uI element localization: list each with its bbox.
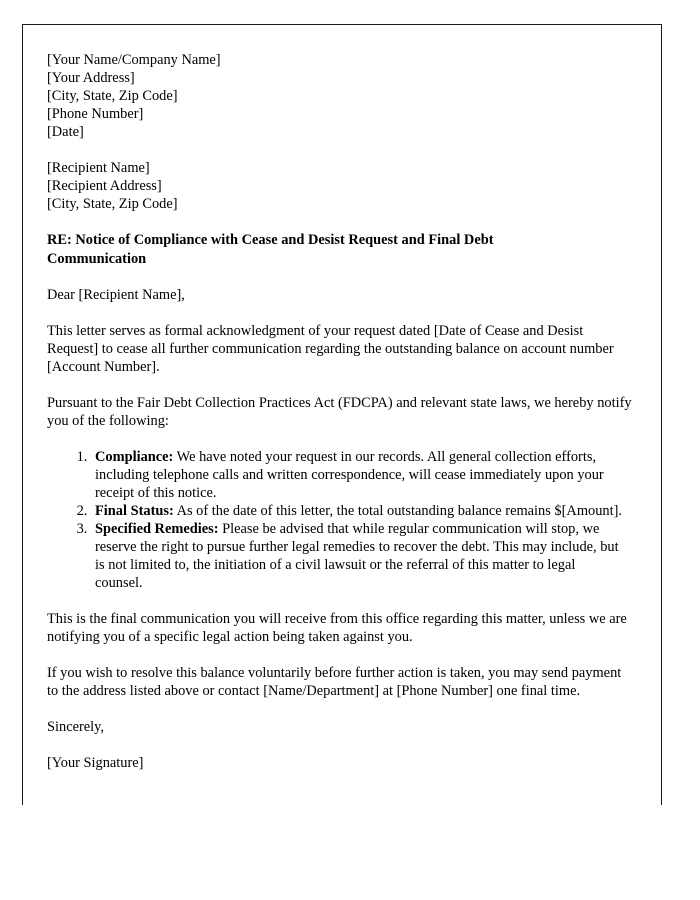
sender-address-line: [Your Address]	[47, 70, 135, 86]
recipient-address-line: [Recipient Address]	[47, 178, 162, 194]
list-item	[91, 448, 623, 502]
sender-address-block	[47, 51, 635, 141]
recipient-city-state-zip-line: [City, State, Zip Code]	[47, 196, 178, 212]
signature-placeholder: [Your Signature]	[47, 755, 144, 771]
letter-body	[47, 51, 635, 772]
recipient-address-block	[47, 159, 635, 213]
recipient-name-line: [Recipient Name]	[47, 160, 150, 176]
subject-line: RE: Notice of Compliance with Cease and Desist Request and Final Debt Communication	[47, 232, 494, 267]
paragraph-fdcpa-notice: Pursuant to the Fair Debt Collection Practices Act (FDCPA) and relevant state laws, we hereby notify you of the following:	[47, 395, 632, 429]
term-lead-label: Final Status:	[95, 503, 174, 519]
sender-phone-line: [Phone Number]	[47, 106, 144, 122]
paragraph-final-communication: This is the final communication you will receive from this office regarding this matter, unless we are notifying you of a specific legal action being taken against you.	[47, 611, 627, 645]
closing-salutation: Sincerely,	[47, 719, 105, 735]
term-body-text: As of the date of this letter, the total outstanding balance remains $[Amount].	[173, 503, 622, 519]
list-item	[91, 502, 623, 520]
list-item	[91, 520, 623, 592]
term-body-text: Please be advised that while regular communication will stop, we reserve the right to pursue further legal remedies to recover the debt. This may include, but is not limited to, the initiation of a civil lawsuit or the referral of this matter to legal counsel.	[95, 521, 619, 591]
sender-date-line: [Date]	[47, 124, 84, 140]
term-body-text: We have noted your request in our records. All general collection efforts, including telephone calls and written correspondence, will cease immediately upon your receipt of this notice.	[95, 449, 604, 501]
term-lead-label: Specified Remedies:	[95, 521, 219, 537]
sender-name-line: [Your Name/Company Name]	[47, 52, 221, 68]
salutation: Dear [Recipient Name],	[47, 287, 185, 303]
paragraph-acknowledgment: This letter serves as formal acknowledgment of your request dated [Date of Cease and Desist Request] to cease all further communication regarding the outstanding balance on account number [Account Number].	[47, 323, 614, 375]
term-lead-label: Compliance:	[95, 449, 174, 465]
terms-list	[47, 448, 635, 592]
paragraph-payment-option: If you wish to resolve this balance voluntarily before further action is taken, you may send payment to the address listed above or contact [Name/Department] at [Phone Number] one final time.	[47, 665, 622, 699]
sender-city-state-zip-line: [City, State, Zip Code]	[47, 88, 178, 104]
document-page	[22, 24, 662, 805]
